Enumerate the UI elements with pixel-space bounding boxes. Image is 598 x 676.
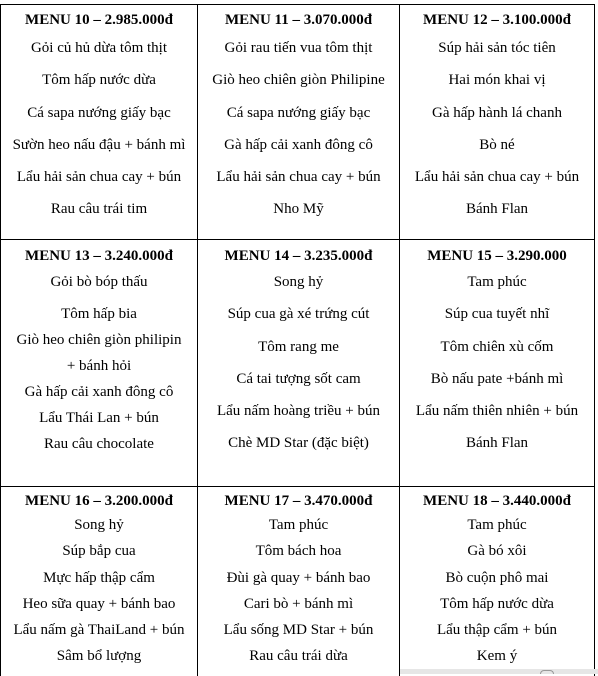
menu-item: Song hỷ xyxy=(74,517,124,533)
menu-title: MENU 17 – 3.470.000đ xyxy=(224,493,373,509)
menu-title: MENU 18 – 3.440.000đ xyxy=(423,493,571,509)
menu-item: Lẩu Thái Lan + bún xyxy=(39,410,159,427)
menu-item: Rau câu trái tim xyxy=(50,201,148,218)
menu-cell-13 xyxy=(0,239,197,486)
menu-item: Tôm chiên xù cốm xyxy=(440,338,554,355)
menu-row-2 xyxy=(0,239,595,486)
menu-item: Cá tai tượng sốt cam xyxy=(236,370,361,387)
menu-item: Lẩu hải sản chua cay + bún xyxy=(216,169,381,186)
menu-item: Lẩu hải sản chua cay + bún xyxy=(16,169,182,186)
menu-item: Gỏi củ hủ dừa tôm thịt xyxy=(30,40,168,56)
menu-item: Lẩu nấm gà ThaiLand + bún xyxy=(13,622,185,639)
menu-title: MENU 14 – 3.235.000đ xyxy=(224,248,373,264)
menu-item: Rau câu trái dừa xyxy=(249,648,348,665)
scroll-handle-icon[interactable] xyxy=(540,670,554,674)
menu-title: MENU 16 – 3.200.000đ xyxy=(25,493,173,509)
menu-cell-18 xyxy=(399,486,595,676)
menu-item: Cá sapa nướng giấy bạc xyxy=(226,104,371,121)
menu-cell-11 xyxy=(197,4,399,239)
menu-item: Súp cua gà xé trứng cút xyxy=(227,306,370,323)
menu-cell-14 xyxy=(197,239,399,486)
menu-cell-16 xyxy=(0,486,197,676)
menu-item: Lẩu nấm thiên nhiên + bún xyxy=(415,403,579,420)
menu-item: Bánh Flan xyxy=(465,201,529,218)
menu-item: Lẩu hải sản chua cay + bún xyxy=(414,169,580,186)
menu-item: Tôm hấp nước dừa xyxy=(42,72,156,89)
menu-item: Gà bó xôi xyxy=(467,543,527,560)
menu-item: Hai món khai vị xyxy=(448,72,546,89)
menu-title: MENU 15 – 3.290.000 xyxy=(427,248,567,264)
menu-item: Cari bò + bánh mì xyxy=(243,595,354,612)
menu-item: Đùi gà quay + bánh bao xyxy=(226,569,371,586)
menu-item: + bánh hỏi xyxy=(66,358,132,375)
menu-item: Gà hấp cải xanh đông cô xyxy=(224,136,373,153)
horizontal-scrollbar[interactable] xyxy=(400,669,598,674)
menu-item: Bò né xyxy=(479,136,515,153)
menu-title: MENU 11 – 3.070.000đ xyxy=(224,12,373,28)
menu-item: Giò heo chiên giòn philipin xyxy=(16,332,182,349)
menu-title: MENU 13 – 3.240.000đ xyxy=(25,248,173,264)
menu-cell-12 xyxy=(399,4,595,239)
menu-title: MENU 12 – 3.100.000đ xyxy=(423,12,571,28)
menu-item: Giò heo chiên giòn Philipine xyxy=(212,72,385,89)
menu-cell-10 xyxy=(0,4,197,239)
menu-cell-15 xyxy=(399,239,595,486)
menu-item: Bò nấu pate +bánh mì xyxy=(430,370,564,387)
menu-item: Súp bắp cua xyxy=(62,543,136,560)
menu-item: Gỏi rau tiến vua tôm thịt xyxy=(224,40,373,56)
menu-row-3 xyxy=(0,486,595,676)
menu-item: Lẩu sống MD Star + bún xyxy=(223,622,374,639)
menu-item: Tôm bách hoa xyxy=(255,543,342,560)
menu-item: Sườn heo nấu đậu + bánh mì xyxy=(12,136,186,153)
menu-item: Nho Mỹ xyxy=(273,201,324,218)
menu-item: Bò cuộn phô mai xyxy=(445,569,549,586)
menu-item: Lẩu nấm hoàng triều + bún xyxy=(216,403,380,420)
menu-row-1 xyxy=(0,4,595,239)
menu-item: Kem ý xyxy=(476,648,518,665)
menu-item: Sâm bổ lượng xyxy=(56,648,142,665)
menu-title: MENU 10 – 2.985.000đ xyxy=(25,12,173,28)
menu-item: Rau câu chocolate xyxy=(44,436,154,453)
menu-item: Chè MD Star (đặc biệt) xyxy=(228,435,369,452)
menu-item: Mực hấp thập cẩm xyxy=(43,569,155,586)
menu-item: Tam phúc xyxy=(467,517,527,533)
menu-item: Lẩu thập cẩm + bún xyxy=(436,622,558,639)
menu-item: Tôm rang me xyxy=(258,338,339,355)
menu-item: Gà hấp cải xanh đông cô xyxy=(24,384,174,401)
menu-item: Tam phúc xyxy=(268,517,329,533)
menu-item: Tôm hấp nước dừa xyxy=(440,595,554,612)
menu-item: Song hỷ xyxy=(273,274,324,290)
menu-item: Tam phúc xyxy=(467,274,527,290)
menu-item: Cá sapa nướng giấy bạc xyxy=(27,104,171,121)
menu-item: Gỏi bò bóp thấu xyxy=(50,274,148,290)
menu-cell-17 xyxy=(197,486,399,676)
menu-item: Súp cua tuyết nhĩ xyxy=(444,306,550,323)
menu-item: Súp hải sản tóc tiên xyxy=(438,40,556,56)
menu-item: Tôm hấp bia xyxy=(61,306,137,323)
menu-item: Heo sữa quay + bánh bao xyxy=(22,595,176,612)
menu-item: Bánh Flan xyxy=(465,435,529,452)
menu-item: Gà hấp hành lá chanh xyxy=(432,104,562,121)
